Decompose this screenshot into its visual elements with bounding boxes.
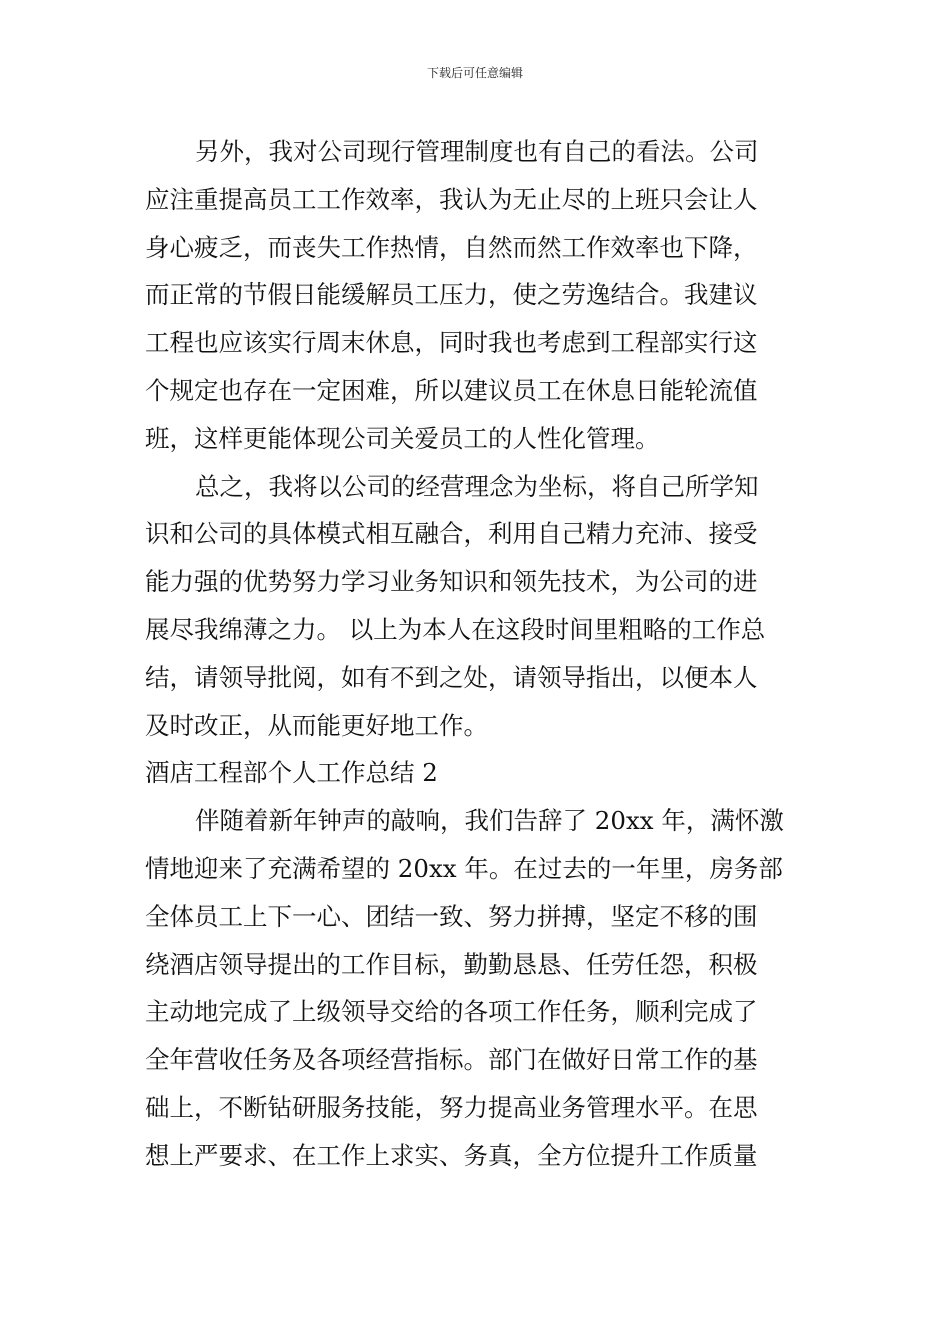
text-line: 想上严要求、在工作上求实、务真，全方位提升工作质量 (145, 1140, 758, 1170)
text-line: 伴随着新年钟声的敲响，我们告辞了 20xx 年，满怀激 (195, 806, 784, 836)
text-line: 能力强的优势努力学习业务知识和领先技术，为公司的进 (145, 567, 758, 597)
text-line: 个规定也存在一定困难，所以建议员工在休息日能轮流值 (145, 375, 758, 405)
text-line: 识和公司的具体模式相互融合，利用自己精力充沛、接受 (145, 519, 758, 549)
section-heading: 酒店工程部个人工作总结 2 (145, 758, 438, 788)
text-line: 而正常的节假日能缓解员工压力，使之劳逸结合。我建议 (145, 280, 758, 310)
text-line: 全体员工上下一心、团结一致、努力拼搏，坚定不移的围 (145, 901, 758, 931)
text-line: 另外，我对公司现行管理制度也有自己的看法。公司 (195, 137, 759, 166)
text-line: 展尽我绵薄之力。 以上为本人在这段时间里粗略的工作总 (145, 614, 766, 644)
header-note: 下载后可任意编辑 (426, 66, 523, 80)
text-line: 础上，不断钻研服务技能，努力提高业务管理水平。在思 (145, 1092, 758, 1122)
text-line: 总之，我将以公司的经营理念为坐标，将自己所学知 (195, 471, 759, 501)
text-line: 主动地完成了上级领导交给的各项工作任务，顺利完成了 (145, 997, 758, 1027)
text-line: 工程也应该实行周末休息，同时我也考虑到工程部实行这 (145, 328, 758, 358)
document-body (145, 128, 810, 1180)
text-line: 身心疲乏，而丧失工作热情，自然而然工作效率也下降， (145, 232, 758, 262)
text-line: 全年营收任务及各项经营指标。部门在做好日常工作的基 (145, 1045, 758, 1075)
text-line: 情地迎来了充满希望的 20xx 年。在过去的一年里，房务部 (145, 853, 783, 883)
text-line: 绕酒店领导提出的工作目标，勤勤恳恳、任劳任怨，积极 (145, 949, 758, 979)
text-line: 班，这样更能体现公司关爱员工的人性化管理。 (145, 423, 660, 453)
text-line: 及时改正，从而能更好地工作。 (145, 710, 488, 740)
text-line: 应注重提高员工工作效率，我认为无止尽的上班只会让人 (145, 184, 758, 214)
text-line: 结，请领导批阅，如有不到之处，请领导指出，以便本人 (145, 662, 758, 692)
